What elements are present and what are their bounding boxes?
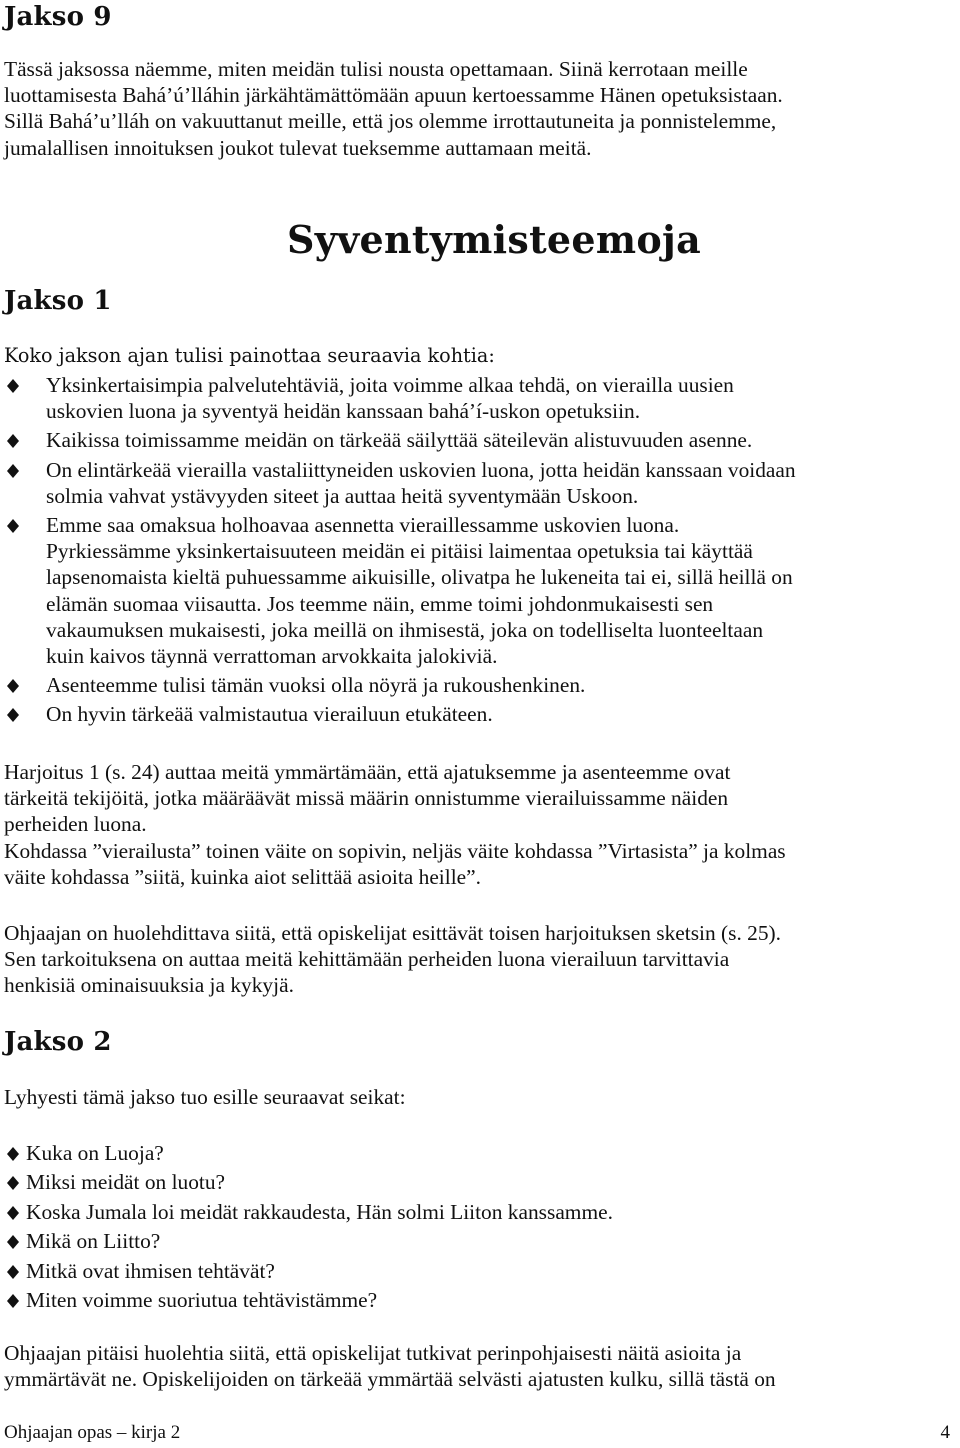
bullet-line: Mitkä ovat ihmisen tehtävät?: [26, 1258, 275, 1283]
diamond-bullet-icon: [7, 519, 19, 533]
bullet-item: [4, 1199, 613, 1228]
bullet-item: [4, 1287, 613, 1316]
bullet-line: Asenteemme tulisi tämän vuoksi olla nöyrä ja rukoushenkinen.: [46, 673, 586, 698]
bullet-line: Miksi meidät on luotu?: [26, 1170, 226, 1195]
bullet-line: Pyrkiessämme yksinkertaisuuteen meidän ei pitäisi laimentaa opetuksia tai käyttää: [46, 539, 753, 564]
paragraph-line: Sillä Bahá’u’lláh on vakuuttanut meille, että jos olemme irrottautuneita ja ponnistelemme,: [4, 109, 777, 134]
diamond-bullet-icon: [7, 1294, 19, 1308]
bullet-item: [4, 1169, 613, 1198]
bullet-line: uskovien luona ja syventyä heidän kanssaan bahá’í-uskon opetuksiin.: [46, 399, 641, 424]
section-title-jakso-9: Jakso 9: [4, 2, 112, 32]
paragraph-line: perheiden luona.: [4, 812, 147, 837]
paragraph-line: Sen tarkoituksena on auttaa meitä kehittämään perheiden luona vierailuun tarvittavia: [4, 947, 730, 972]
paragraph-line: Ohjaajan on huolehdittava siitä, että opiskelijat esittävät toisen harjoituksen sketsin (s. 25).: [4, 921, 782, 945]
jakso-1-paragraph-harjoitus: [4, 759, 786, 890]
section-title-jakso-1: Jakso 1: [4, 286, 112, 316]
diamond-bullet-icon: [7, 1235, 19, 1249]
jakso-2-bullet-list: [4, 1140, 613, 1316]
bullet-line: kuin kaivos täynnä verrattoman arvokkaita jalokiviä.: [46, 643, 498, 668]
bullet-line: Emme saa omaksua holhoavaa asennetta vieraillessamme uskovien luona.: [46, 512, 680, 537]
diamond-bullet-icon: [7, 708, 19, 722]
diamond-bullet-icon: [7, 1176, 19, 1190]
diamond-bullet-icon: [7, 379, 19, 393]
bullet-item: [4, 672, 954, 698]
jakso-1-bullet-list: [4, 372, 954, 727]
bullet-line: elämän suomaa viisautta. Jos teemme näin, emme toimi johdonmukaisesti sen: [46, 591, 714, 616]
section-title-jakso-2: Jakso 2: [4, 1027, 112, 1057]
paragraph-line: väite kohdassa ”siitä, kuinka aiot selittää asioita heille”.: [4, 864, 481, 889]
jakso-1-paragraph-ohjaajan: [4, 920, 781, 999]
paragraph-line: tärkeitä tekijöitä, jotka määräävät missä määrin onnistumme vierailuissamme näiden: [4, 786, 729, 811]
diamond-bullet-icon: [7, 1147, 19, 1161]
paragraph-line: Ohjaajan pitäisi huolehtia siitä, että opiskelijat tutkivat perinpohjaisesti näitä asioita ja: [4, 1341, 742, 1365]
diamond-bullet-icon: [7, 679, 19, 693]
page-heading: Syventymisteemoja: [287, 217, 702, 262]
bullet-line: On elintärkeää vierailla vastaliittyneiden uskovien luona, jotta heidän kanssaan voidaan: [46, 457, 796, 482]
paragraph-line: luottamisesta Bahá’ú’lláhin järkähtämättömään apuun kertoessamme Hänen opetuksistaan.: [4, 83, 783, 108]
bullet-line: Kuka on Luoja?: [26, 1141, 164, 1165]
paragraph-line: Tässä jaksossa näemme, miten meidän tulisi nousta opettamaan. Siinä kerrotaan meille: [4, 57, 748, 81]
diamond-bullet-icon: [7, 434, 19, 448]
bullet-line: Kaikissa toimissamme meidän on tärkeää säilyttää säteilevän alistuvuuden asenne.: [46, 428, 753, 453]
bullet-item: [4, 1258, 613, 1287]
bullet-item: [4, 1140, 613, 1169]
diamond-bullet-icon: [7, 464, 19, 478]
jakso-9-paragraph: [4, 56, 783, 161]
bullet-line: Mikä on Liitto?: [26, 1229, 161, 1254]
jakso-2-intro: Lyhyesti tämä jakso tuo esille seuraavat seikat:: [4, 1085, 406, 1109]
bullet-item: [4, 372, 954, 424]
bullet-item: [4, 427, 954, 453]
bullet-item: [4, 512, 954, 669]
bullet-line: Yksinkertaisimpia palvelutehtäviä, joita voimme alkaa tehdä, on vierailla uusien: [46, 373, 734, 397]
bullet-line: Miten voimme suoriutua tehtävistämme?: [26, 1287, 378, 1312]
bullet-line: On hyvin tärkeää valmistautua vierailuun etukäteen.: [46, 702, 493, 727]
bullet-line: Koska Jumala loi meidät rakkaudesta, Hän solmi Liiton kanssamme.: [26, 1199, 613, 1224]
jakso-2-closing-paragraph: [4, 1340, 776, 1392]
paragraph-line: jumalallisen innoituksen joukot tulevat tueksemme auttamaan meitä.: [4, 135, 592, 160]
paragraph-line: Kohdassa ”vierailusta” toinen väite on sopivin, neljäs väite kohdassa ”Virtasista” ja kolmas: [4, 838, 786, 863]
bullet-item: [4, 457, 954, 509]
footer-document-title: Ohjaajan opas – kirja 2: [4, 1422, 181, 1443]
bullet-line: vakaumuksen mukaisesti, joka meillä on ihmisestä, joka on todelliselta luonteeltaan: [46, 617, 764, 642]
footer-page-number: 4: [940, 1422, 950, 1443]
bullet-item: [4, 1228, 613, 1257]
diamond-bullet-icon: [7, 1206, 19, 1220]
jakso-1-intro: Koko jakson ajan tulisi painottaa seuraavia kohtia:: [4, 344, 495, 367]
paragraph-line: henkisiä ominaisuuksia ja kykyjä.: [4, 973, 294, 998]
paragraph-line: Harjoitus 1 (s. 24) auttaa meitä ymmärtämään, että ajatuksemme ja asenteemme ovat: [4, 760, 731, 784]
diamond-bullet-icon: [7, 1265, 19, 1279]
bullet-line: solmia vahvat ystävyyden siteet ja auttaa heitä syventymään Uskoon.: [46, 483, 639, 508]
bullet-line: lapsenomaista kieltä puhuessamme aikuisille, olivatpa he lukeneita tai ei, sillä heillä on: [46, 565, 793, 590]
bullet-item: [4, 701, 954, 727]
paragraph-line: ymmärtävät ne. Opiskelijoiden on tärkeää ymmärtää selvästi ajatusten kulku, sillä tästä on: [4, 1367, 776, 1392]
